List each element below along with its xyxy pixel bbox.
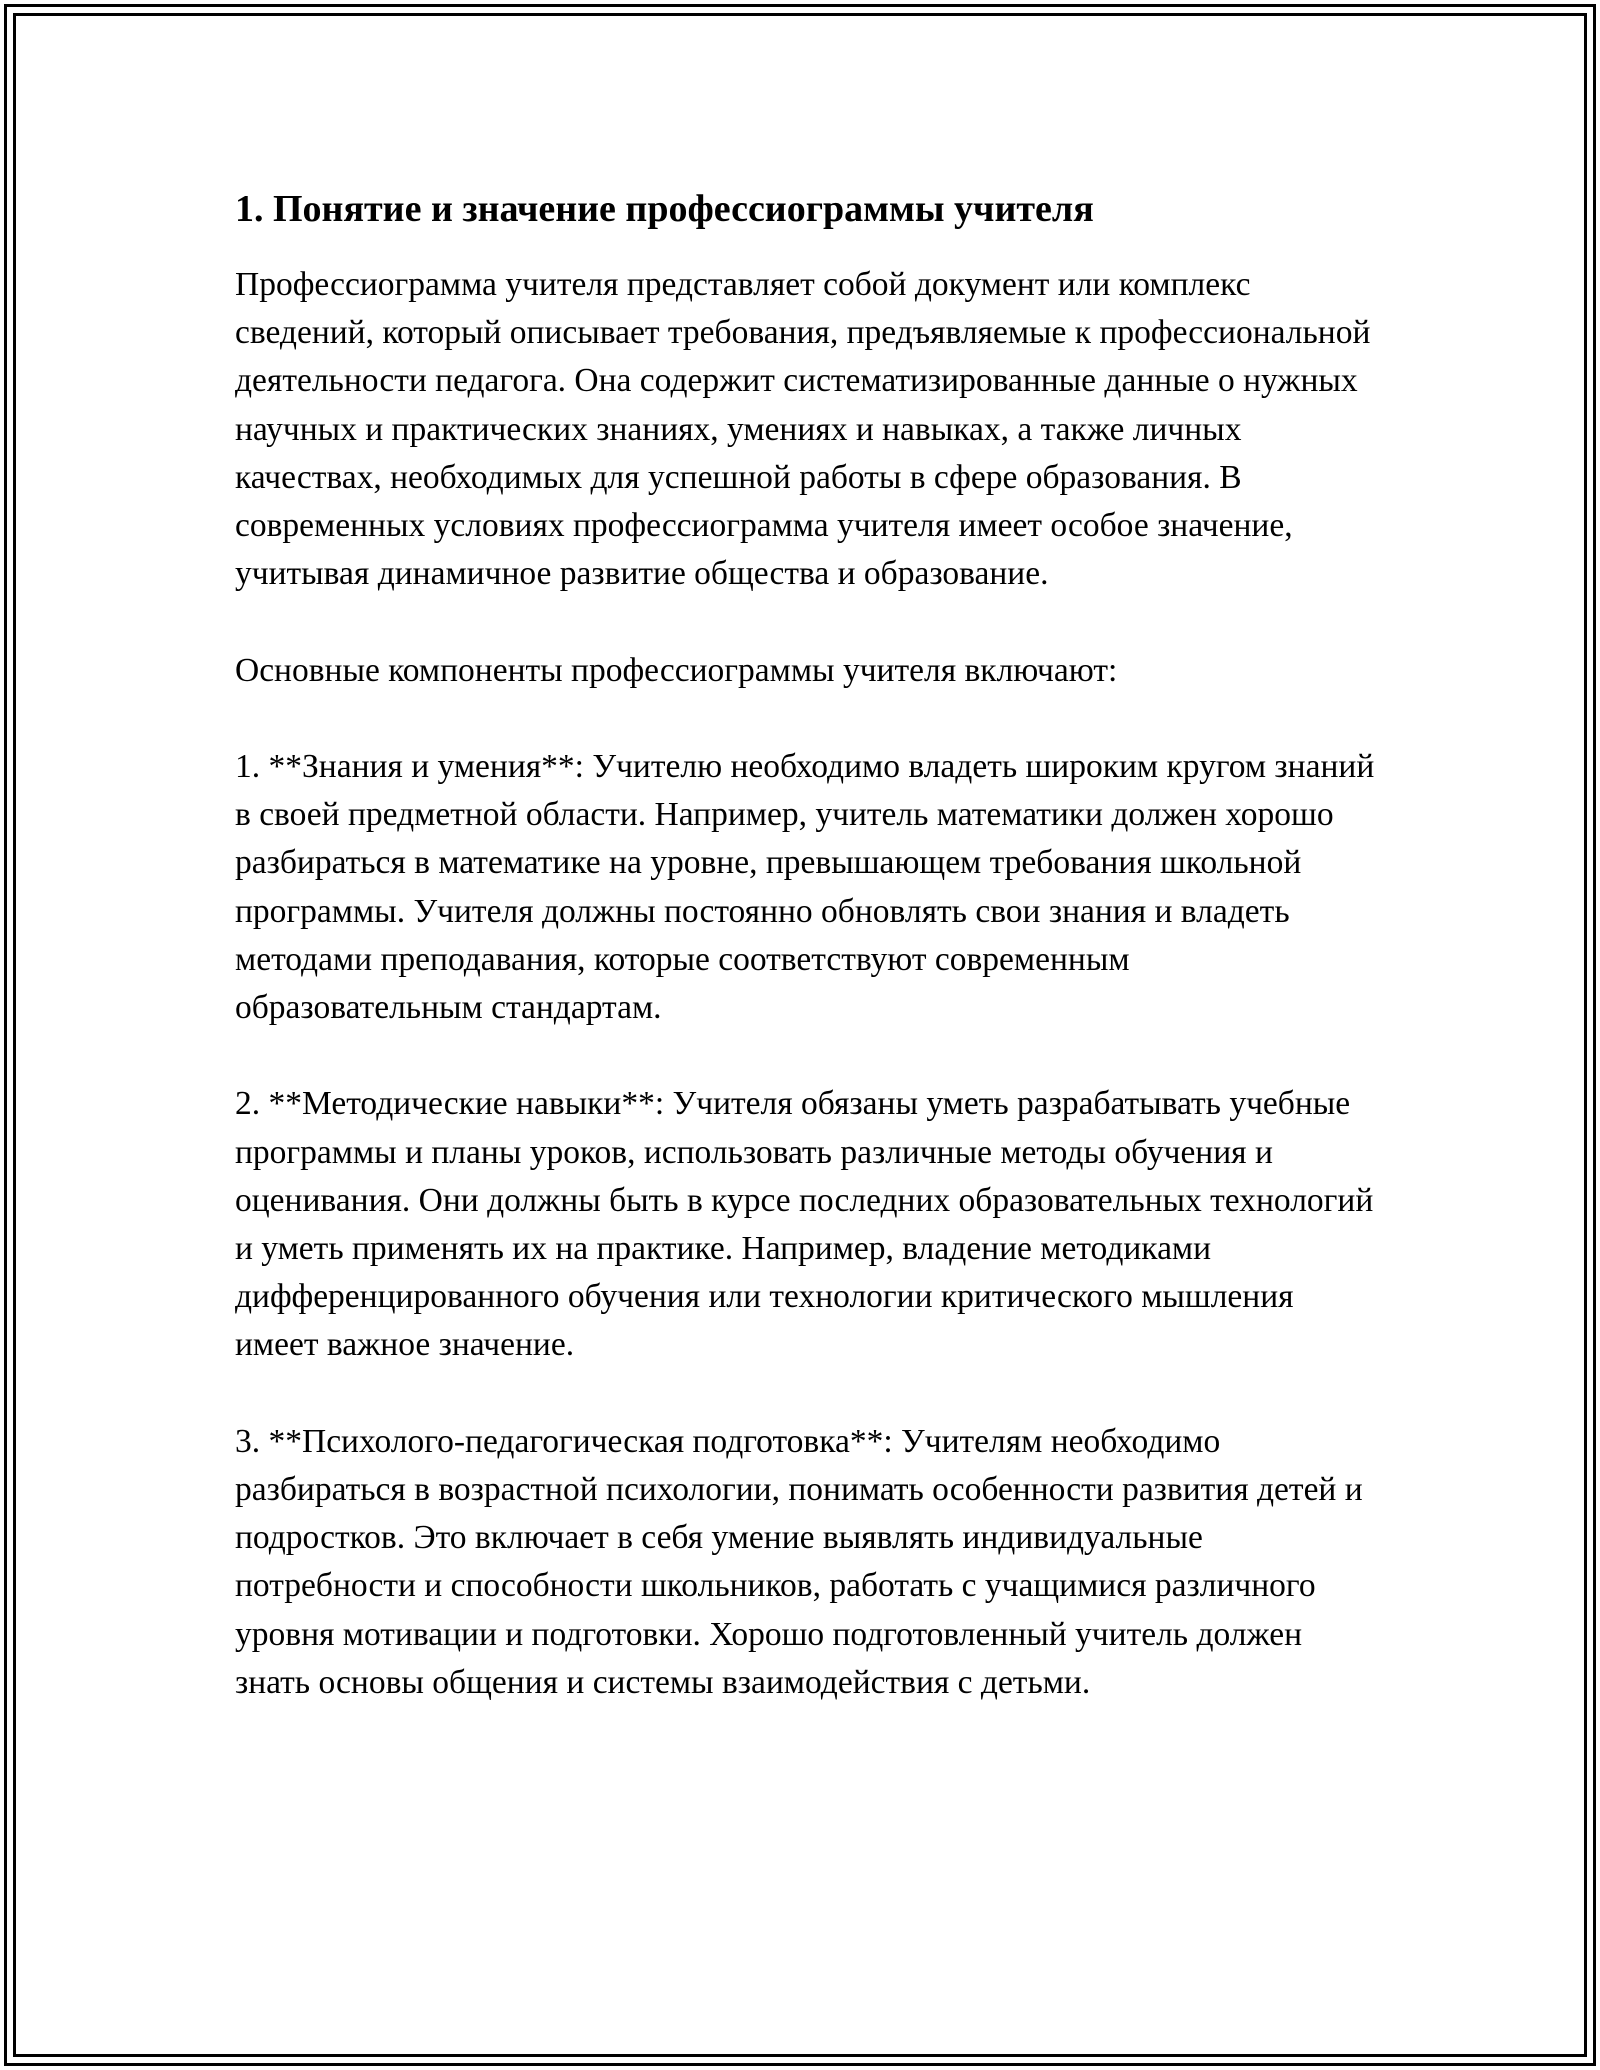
section-heading: 1. Понятие и значение профессиограммы учителя (235, 188, 1094, 230)
component-psychological-paragraph: 3. **Психолого-педагогическая подготовка**: Учителям необходимо разбираться в возрастной психологии, понимать особенности развития детей и подростков. Это включает в себя умение выявлять индивидуальные потребности и способности школьников, работать с учащимися различного уровня мотивации и подготовки. Хорошо подготовленный учитель должен знать основы общения и системы взаимодействия с детьми. (235, 1422, 1363, 1701)
component-methodical-paragraph: 2. **Методические навыки**: Учителя обязаны уметь разрабатывать учебные программы и планы уроков, использовать различные методы обучения и оценивания. Они должны быть в курсе последних образовательных технологий и уметь применять их на практике. Например, владение методиками дифференцированного обучения или технологии критического мышления имеет важное значение. (235, 1085, 1374, 1364)
component-knowledge-paragraph: 1. **Знания и умения**: Учителю необходимо владеть широким кругом знаний в своей предметной области. Например, учитель математики должен хорошо разбираться в математике на уровне, превышающем требования школьной программы. Учителя должны постоянно обновлять свои знания и владеть методами преподавания, которые соответствуют современным образовательным стандартам. (235, 748, 1375, 1027)
document-body (235, 185, 1375, 1755)
components-intro-paragraph: Основные компоненты профессиограммы учителя включают: (235, 651, 1118, 689)
intro-paragraph: Профессиограмма учителя представляет собой документ или комплекс сведений, который описывает требования, предъявляемые к профессиональной деятельности педагога. Она содержит систематизированные данные о нужных научных и практических знаниях, умениях и навыках, а также личных качествах, необходимых для успешной работы в сфере образования. В современных условиях профессиограмма учителя имеет особое значение, учитывая динамичное развитие общества и образование. (235, 266, 1371, 593)
